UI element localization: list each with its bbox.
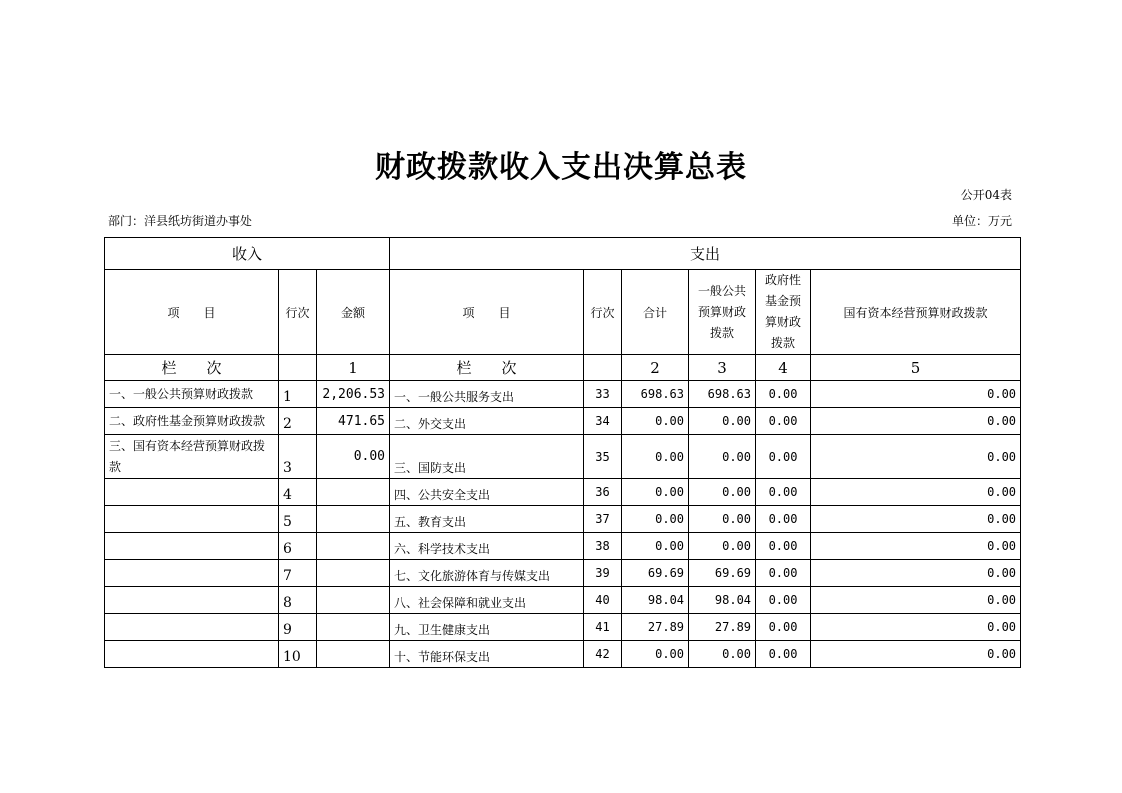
total-cell: 0.00	[622, 408, 689, 435]
expense-rowno-cell: 40	[584, 587, 622, 614]
gov-fund-cell: 0.00	[756, 641, 811, 668]
table-row	[105, 479, 1021, 506]
table-row	[105, 506, 1021, 533]
expense-header: 支出	[390, 238, 1021, 270]
general-budget-header: 一般公共预算财政拨款	[689, 270, 756, 355]
expense-rowno-cell: 38	[584, 533, 622, 560]
expense-item-cell: 十、节能环保支出	[390, 641, 584, 668]
table-row	[105, 381, 1021, 408]
col-number-5: 5	[811, 355, 1021, 381]
table-row	[105, 408, 1021, 435]
col-number-1: 1	[317, 355, 390, 381]
table-row	[105, 560, 1021, 587]
expense-rowno-cell: 37	[584, 506, 622, 533]
expense-item-cell: 九、卫生健康支出	[390, 614, 584, 641]
income-item-cell: 二、政府性基金预算财政拨款	[105, 408, 279, 435]
table-row	[105, 435, 1021, 479]
income-item-cell	[105, 533, 279, 560]
total-cell: 698.63	[622, 381, 689, 408]
income-item-cell	[105, 506, 279, 533]
income-amount-cell: 2,206.53	[317, 381, 390, 408]
state-capital-header: 国有资本经营预算财政拨款	[811, 270, 1021, 355]
general-budget-cell: 0.00	[689, 506, 756, 533]
state-capital-cell: 0.00	[811, 381, 1021, 408]
gov-fund-header: 政府性基金预算财政拨款	[756, 270, 811, 355]
expense-column-label: 栏 次	[390, 355, 584, 381]
income-amount-cell: 471.65	[317, 408, 390, 435]
gov-fund-cell: 0.00	[756, 506, 811, 533]
general-budget-cell: 0.00	[689, 641, 756, 668]
general-budget-cell: 698.63	[689, 381, 756, 408]
expense-item-cell: 六、科学技术支出	[390, 533, 584, 560]
column-number-row	[105, 355, 1021, 381]
expense-rowno-cell: 33	[584, 381, 622, 408]
income-rowno-cell: 7	[279, 560, 317, 587]
expense-rowno-cell: 42	[584, 641, 622, 668]
col-number-4: 4	[756, 355, 811, 381]
income-item-cell: 三、国有资本经营预算财政拨款	[105, 435, 279, 479]
income-rowno-header: 行次	[279, 270, 317, 355]
general-budget-cell: 27.89	[689, 614, 756, 641]
income-rowno-cell: 6	[279, 533, 317, 560]
table-body	[105, 381, 1021, 668]
table-row	[105, 533, 1021, 560]
income-amount-cell: 0.00	[317, 435, 390, 479]
income-amount-cell	[317, 587, 390, 614]
department-label: 部门：洋县纸坊街道办事处	[108, 214, 253, 228]
expense-rowno-cell: 39	[584, 560, 622, 587]
state-capital-cell: 0.00	[811, 641, 1021, 668]
table-row	[105, 614, 1021, 641]
expense-item-cell: 七、文化旅游体育与传媒支出	[390, 560, 584, 587]
income-rowno-cell: 2	[279, 408, 317, 435]
total-cell: 0.00	[622, 435, 689, 479]
income-rowno-cell: 1	[279, 381, 317, 408]
expense-item-cell: 二、外交支出	[390, 408, 584, 435]
income-item-header: 项 目	[105, 270, 279, 355]
section-header-row	[105, 238, 1021, 270]
total-cell: 69.69	[622, 560, 689, 587]
empty-cell	[584, 355, 622, 381]
state-capital-cell: 0.00	[811, 533, 1021, 560]
income-rowno-cell: 9	[279, 614, 317, 641]
income-item-cell	[105, 560, 279, 587]
expense-item-header: 项 目	[390, 270, 584, 355]
income-rowno-cell: 5	[279, 506, 317, 533]
income-item-cell: 一、一般公共预算财政拨款	[105, 381, 279, 408]
expense-rowno-header: 行次	[584, 270, 622, 355]
expense-rowno-cell: 36	[584, 479, 622, 506]
total-cell: 0.00	[622, 506, 689, 533]
income-amount-cell	[317, 506, 390, 533]
state-capital-cell: 0.00	[811, 587, 1021, 614]
income-amount-header: 金额	[317, 270, 390, 355]
state-capital-cell: 0.00	[811, 408, 1021, 435]
form-code: 公开04表	[960, 188, 1012, 202]
expense-rowno-cell: 34	[584, 408, 622, 435]
gov-fund-cell: 0.00	[756, 533, 811, 560]
income-rowno-cell: 3	[279, 435, 317, 479]
total-cell: 98.04	[622, 587, 689, 614]
income-item-cell	[105, 587, 279, 614]
gov-fund-cell: 0.00	[756, 435, 811, 479]
income-amount-cell	[317, 479, 390, 506]
general-budget-cell: 0.00	[689, 435, 756, 479]
state-capital-cell: 0.00	[811, 479, 1021, 506]
income-rowno-cell: 10	[279, 641, 317, 668]
total-cell: 0.00	[622, 479, 689, 506]
state-capital-cell: 0.00	[811, 560, 1021, 587]
col-number-2: 2	[622, 355, 689, 381]
expense-item-cell: 四、公共安全支出	[390, 479, 584, 506]
table-row	[105, 641, 1021, 668]
state-capital-cell: 0.00	[811, 435, 1021, 479]
total-cell: 27.89	[622, 614, 689, 641]
expense-item-cell: 三、国防支出	[390, 435, 584, 479]
col-number-3: 3	[689, 355, 756, 381]
gov-fund-cell: 0.00	[756, 479, 811, 506]
income-header: 收入	[105, 238, 390, 270]
unit-label: 单位：万元	[951, 214, 1012, 228]
expense-item-cell: 八、社会保障和就业支出	[390, 587, 584, 614]
page-title: 财政拨款收入支出决算总表	[375, 150, 747, 185]
income-amount-cell	[317, 533, 390, 560]
empty-cell	[279, 355, 317, 381]
income-rowno-cell: 8	[279, 587, 317, 614]
expense-rowno-cell: 35	[584, 435, 622, 479]
expense-item-cell: 五、教育支出	[390, 506, 584, 533]
general-budget-cell: 0.00	[689, 479, 756, 506]
income-amount-cell	[317, 560, 390, 587]
general-budget-cell: 0.00	[689, 533, 756, 560]
total-cell: 0.00	[622, 641, 689, 668]
gov-fund-cell: 0.00	[756, 587, 811, 614]
income-amount-cell	[317, 641, 390, 668]
income-column-label: 栏 次	[105, 355, 279, 381]
state-capital-cell: 0.00	[811, 614, 1021, 641]
budget-table	[104, 237, 1021, 668]
table-row	[105, 587, 1021, 614]
gov-fund-cell: 0.00	[756, 408, 811, 435]
general-budget-cell: 98.04	[689, 587, 756, 614]
income-rowno-cell: 4	[279, 479, 317, 506]
income-item-cell	[105, 641, 279, 668]
total-cell: 0.00	[622, 533, 689, 560]
income-item-cell	[105, 479, 279, 506]
expense-rowno-cell: 41	[584, 614, 622, 641]
general-budget-cell: 0.00	[689, 408, 756, 435]
general-budget-cell: 69.69	[689, 560, 756, 587]
gov-fund-cell: 0.00	[756, 614, 811, 641]
income-amount-cell	[317, 614, 390, 641]
gov-fund-cell: 0.00	[756, 560, 811, 587]
column-header-row	[105, 270, 1021, 355]
gov-fund-cell: 0.00	[756, 381, 811, 408]
income-item-cell	[105, 614, 279, 641]
total-header: 合计	[622, 270, 689, 355]
expense-item-cell: 一、一般公共服务支出	[390, 381, 584, 408]
state-capital-cell: 0.00	[811, 506, 1021, 533]
